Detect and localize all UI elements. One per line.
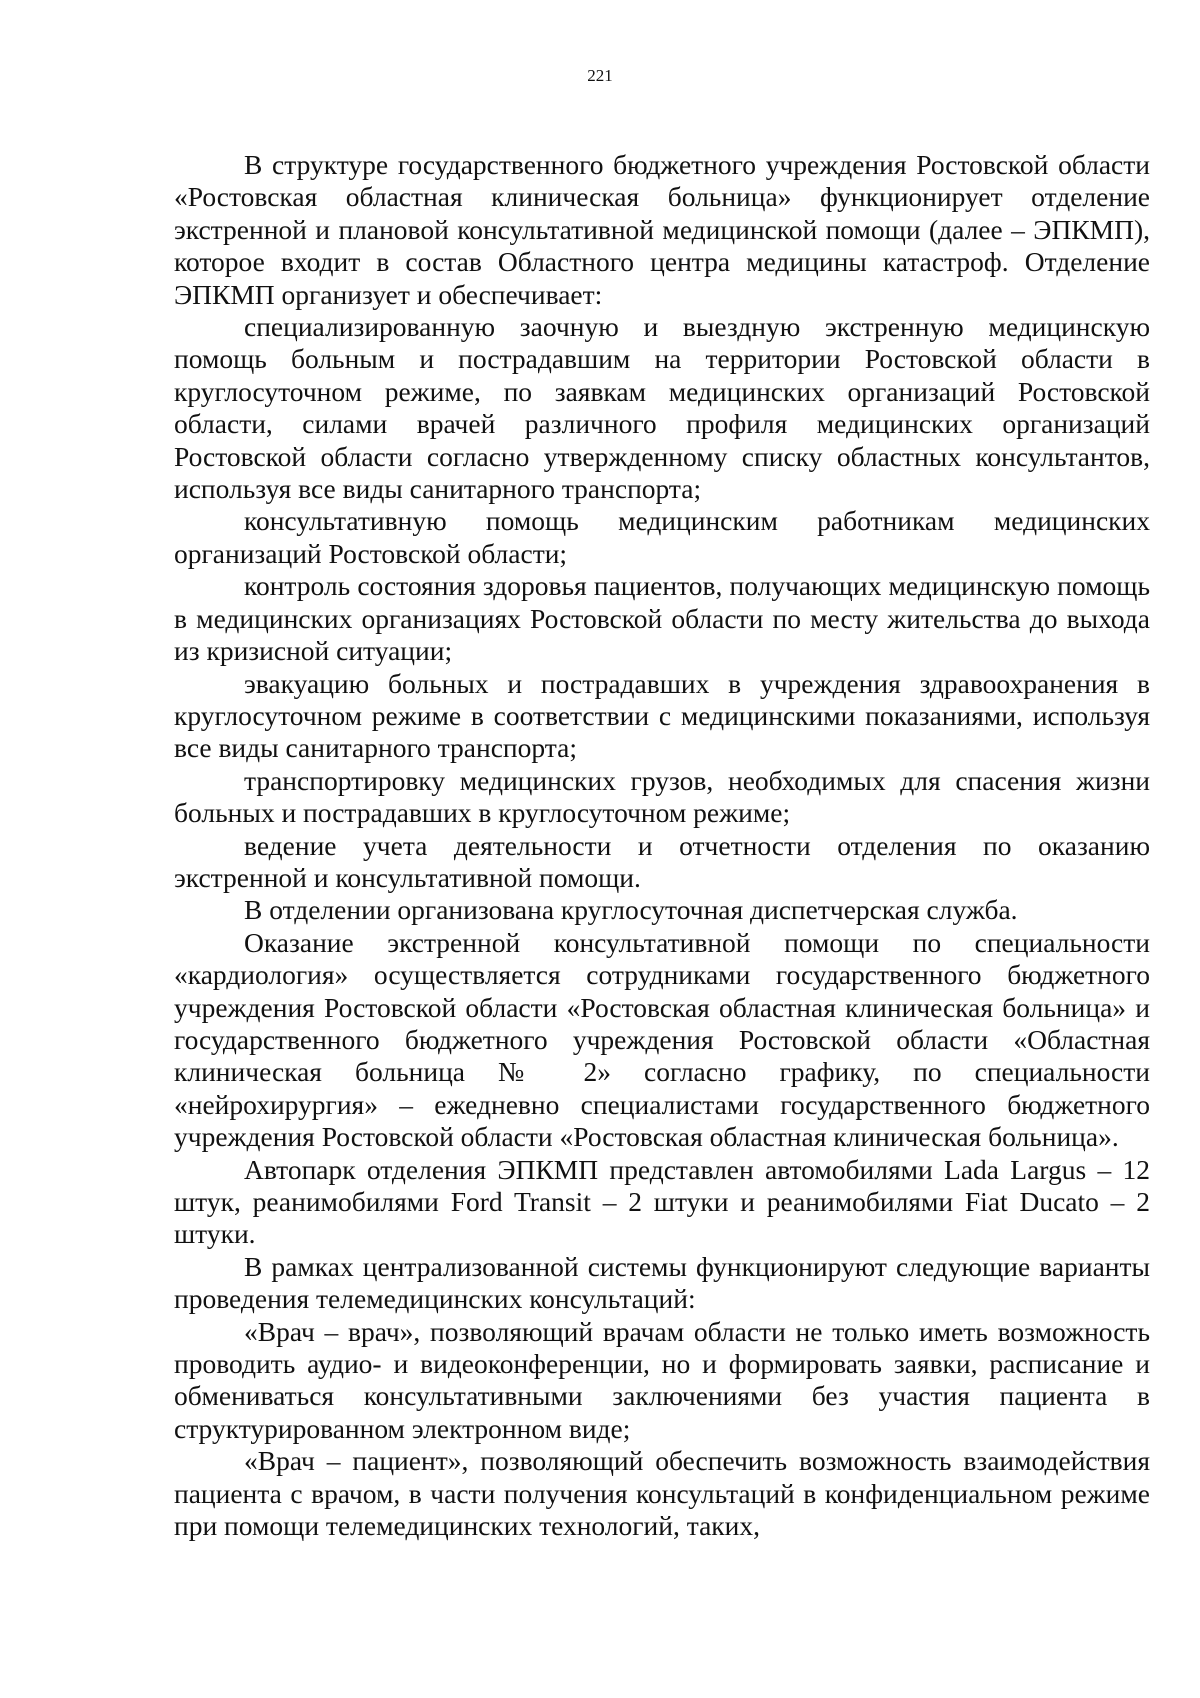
paragraph-list-item: ведение учета деятельности и отчетности отделения по оказанию экстренной и консультативной помощи.: [174, 829, 1150, 893]
paragraph-list-item: эвакуацию больных и пострадавших в учреждения здравоохранения в круглосуточном режиме в соответствии с медицинскими показаниями, используя все виды санитарного транспорта;: [174, 667, 1150, 764]
paragraph-doctor-doctor: «Врач – врач», позволяющий врачам области не только иметь возможность проводить аудио- и видеоконференции, но и формировать заявки, расписание и обмениваться консультативными заключениями без участия пациента в структурированном электронном виде;: [174, 1315, 1150, 1444]
paragraph-intro: В структуре государственного бюджетного учреждения Ростовской области «Ростовская областная клиническая больница» функционирует отделение экстренной и плановой консультативной медицинской помощи (далее – ЭПКМП), которое входит в состав Областного центра медицины катастроф. Отделение ЭПКМП организует и обеспечивает:: [174, 149, 1150, 310]
paragraph-telemedicine: В рамках централизованной системы функционируют следующие варианты проведения телемедицинских консультаций:: [174, 1250, 1150, 1315]
paragraph-list-item: транспортировку медицинских грузов, необходимых для спасения жизни больных и пострадавших в круглосуточном режиме;: [174, 764, 1150, 829]
paragraph-dispatch: В отделении организована круглосуточная диспетчерская служба.: [244, 894, 1018, 926]
paragraph-list-item: специализированную заочную и выездную экстренную медицинскую помощь больным и пострадавшим на территории Ростовской области в круглосуточном режиме, по заявкам медицинских организаций Ростовской области, силами врачей различного профиля медицинских организаций Ростовской области согласно утвержденному списку областных консультантов, используя все виды санитарного транспорта;: [174, 311, 1150, 505]
body-text: [174, 149, 1150, 1542]
page-number: 221: [587, 66, 613, 85]
paragraph-consultation: Оказание экстренной консультативной помощи по специальности «кардиология» осуществляется сотрудниками государственного бюджетного учреждения Ростовской области «Ростовская областная клиническая больница» и государственного бюджетного учреждения Ростовской области «Областная клиническая больница № 2» согласно графику, по специальности «нейрохирургия» – ежедневно специалистами государственного бюджетного учреждения Ростовской области «Ростовская областная клиническая больница».: [174, 926, 1150, 1153]
paragraph-list-item: контроль состояния здоровья пациентов, получающих медицинскую помощь в медицинских организациях Ростовской области по месту жительства до выхода из кризисной ситуации;: [174, 570, 1150, 667]
paragraph-fleet: Автопарк отделения ЭПКМП представлен автомобилями Lada Largus – 12 штук, реанимобилями Ford Transit – 2 штуки и реанимобилями Fiat Ducato – 2 штуки.: [174, 1153, 1150, 1250]
paragraph-list-item: консультативную помощь медицинским работникам медицинских организаций Ростовской области;: [174, 505, 1150, 569]
paragraph-doctor-patient: «Врач – пациент», позволяющий обеспечить возможность взаимодействия пациента с врачом, в части получения консультаций в конфиденциальном режиме при помощи телемедицинских технологий, таких,: [174, 1445, 1150, 1542]
